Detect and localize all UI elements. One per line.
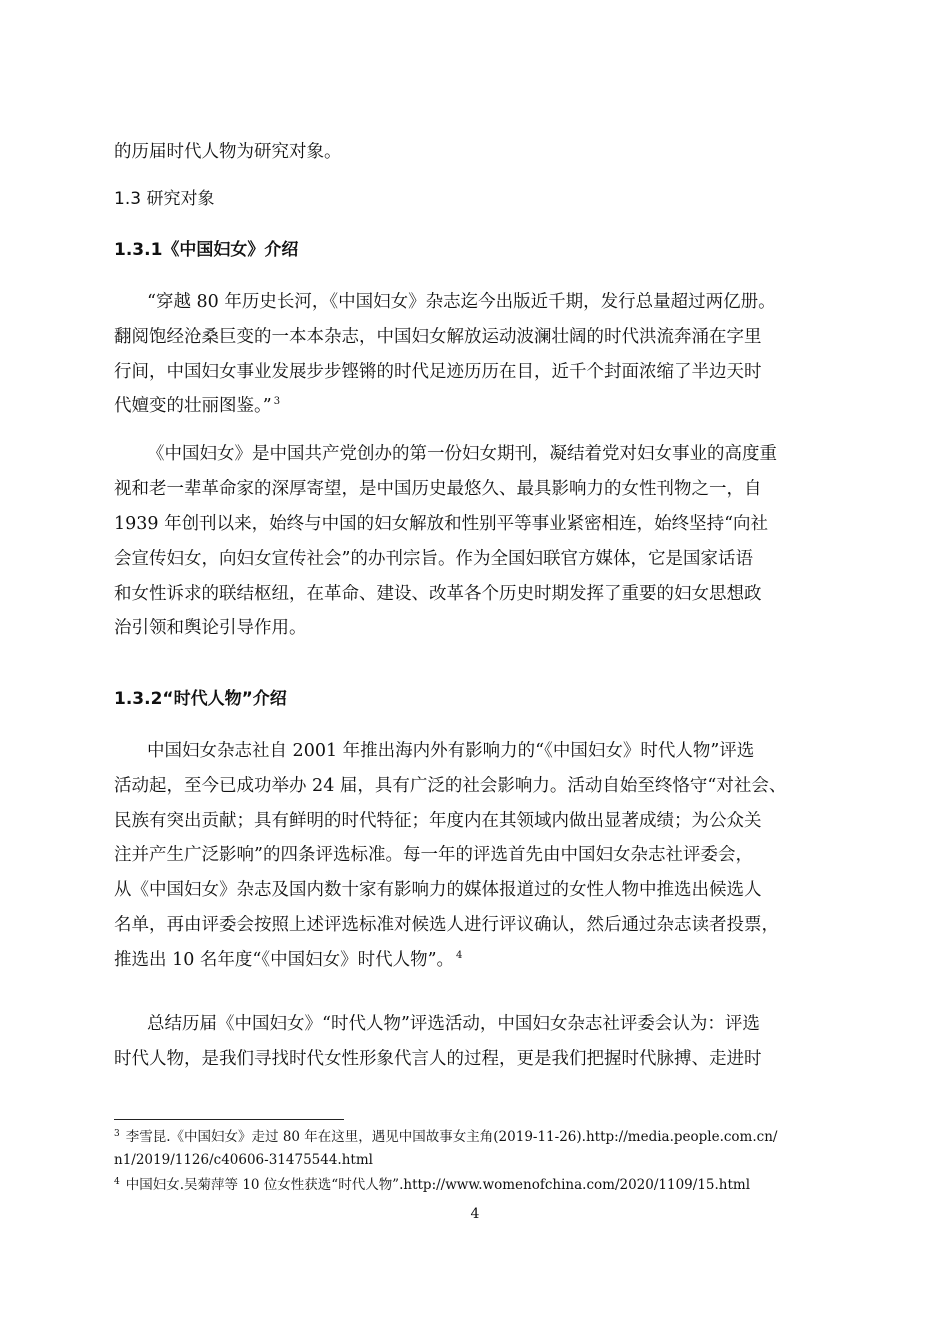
section-heading-1-3-2: 1.3.2“时代人物”介绍 (114, 689, 287, 709)
paragraph-2-line: 1939 年创刊以来，始终与中国的妇女解放和性别平等事业紧密相连，始终坚持“向社 (114, 514, 769, 534)
footnote-mark: 4 (114, 1176, 120, 1187)
paragraph-1-line: 翻阅饱经沧桑巨变的一本本杂志，中国妇女解放运动波澜壮阔的时代洪流奔涌在字里 (114, 327, 762, 347)
paragraph-3-line: 活动起，至今已成功举办 24 届，具有广泛的社会影响力。活动自始至终恪守“对社会、 (114, 776, 787, 796)
paragraph-3-line: 注并产生广泛影响”的四条评选标准。每一年的评选首先由中国妇女杂志社评委会， (114, 845, 753, 865)
paragraph-3-line: 中国妇女杂志社自 2001 年推出海内外有影响力的“《中国妇女》时代人物”评选 (147, 741, 755, 761)
footnote-mark: 3 (114, 1128, 120, 1139)
paragraph-2-line: 视和老一辈革命家的深厚寄望，是中国历史最悠久、最具影响力的女性刊物之一，自 (114, 479, 762, 499)
footnote-separator (114, 1119, 344, 1120)
paragraph-2-line: 和女性诉求的联结枢纽，在革命、建设、改革各个历史时期发挥了重要的妇女思想政 (114, 584, 762, 604)
paragraph-4-line: 总结历届《中国妇女》“时代人物”评选活动，中国妇女杂志社评委会认为：评选 (147, 1014, 760, 1034)
footnote-3-line: n1/2019/1126/c40606-31475544.html (114, 1152, 373, 1168)
footnote-4-text: 中国妇女.吴菊萍等 10 位女性获选“时代人物”.http://www.womenofchina.com/2020/1109/15.html (125, 1177, 751, 1193)
section-heading-1-3-1: 1.3.1《中国妇女》介绍 (114, 240, 299, 260)
paragraph-1-line: 行间，中国妇女事业发展步步铿锵的时代足迹历历在目，近千个封面浓缩了半边天时 (114, 362, 762, 382)
footnote-ref-3: 3 (273, 396, 281, 408)
paragraph-3-line: 民族有突出贡献；具有鲜明的时代特征；年度内在其领域内做出显著成绩；为公众关 (114, 811, 762, 831)
footnote-4-line (114, 1176, 854, 1194)
paragraph-2-line: 《中国妇女》是中国共产党创办的第一份妇女期刊，凝结着党对妇女事业的高度重 (147, 444, 777, 464)
paragraph-1-line: “穿越 80 年历史长河，《中国妇女》杂志迄今出版近千期，发行总量超过两亿册。 (147, 292, 776, 312)
footnote-3-text: 李雪昆.《中国妇女》走过 80 年在这里，遇见中国故事女主角(2019-11-26).http://media.people.com.cn/ (125, 1129, 778, 1145)
paragraph-4-line: 时代人物，是我们寻找时代女性形象代言人的过程，更是我们把握时代脉搏、走进时 (114, 1049, 762, 1069)
intro-tail-line: 的历届时代人物为研究对象。 (114, 142, 342, 162)
paragraph-3-line (114, 949, 844, 971)
paragraph-2-line: 会宣传妇女，向妇女宣传社会”的办刊宗旨。作为全国妇联官方媒体，它是国家话语 (114, 549, 753, 569)
footnote-ref-4: 4 (456, 950, 463, 962)
paragraph-1-line (114, 395, 844, 417)
footnote-3-line (114, 1128, 854, 1146)
page-number: 4 (470, 1206, 480, 1222)
paragraph-2-line: 治引领和舆论引导作用。 (114, 618, 307, 638)
paragraph-1-text: 代嬗变的壮丽图鉴。” (114, 396, 272, 416)
paragraph-3-line: 名单，再由评委会按照上述评选标准对候选人进行评议确认，然后通过杂志读者投票， (114, 915, 779, 935)
paragraph-3-text: 推选出 10 名年度“《中国妇女》时代人物”。 (114, 950, 455, 970)
section-heading-1-3: 1.3 研究对象 (114, 189, 215, 209)
paragraph-3-line: 从《中国妇女》杂志及国内数十家有影响力的媒体报道过的女性人物中推选出候选人 (114, 880, 762, 900)
